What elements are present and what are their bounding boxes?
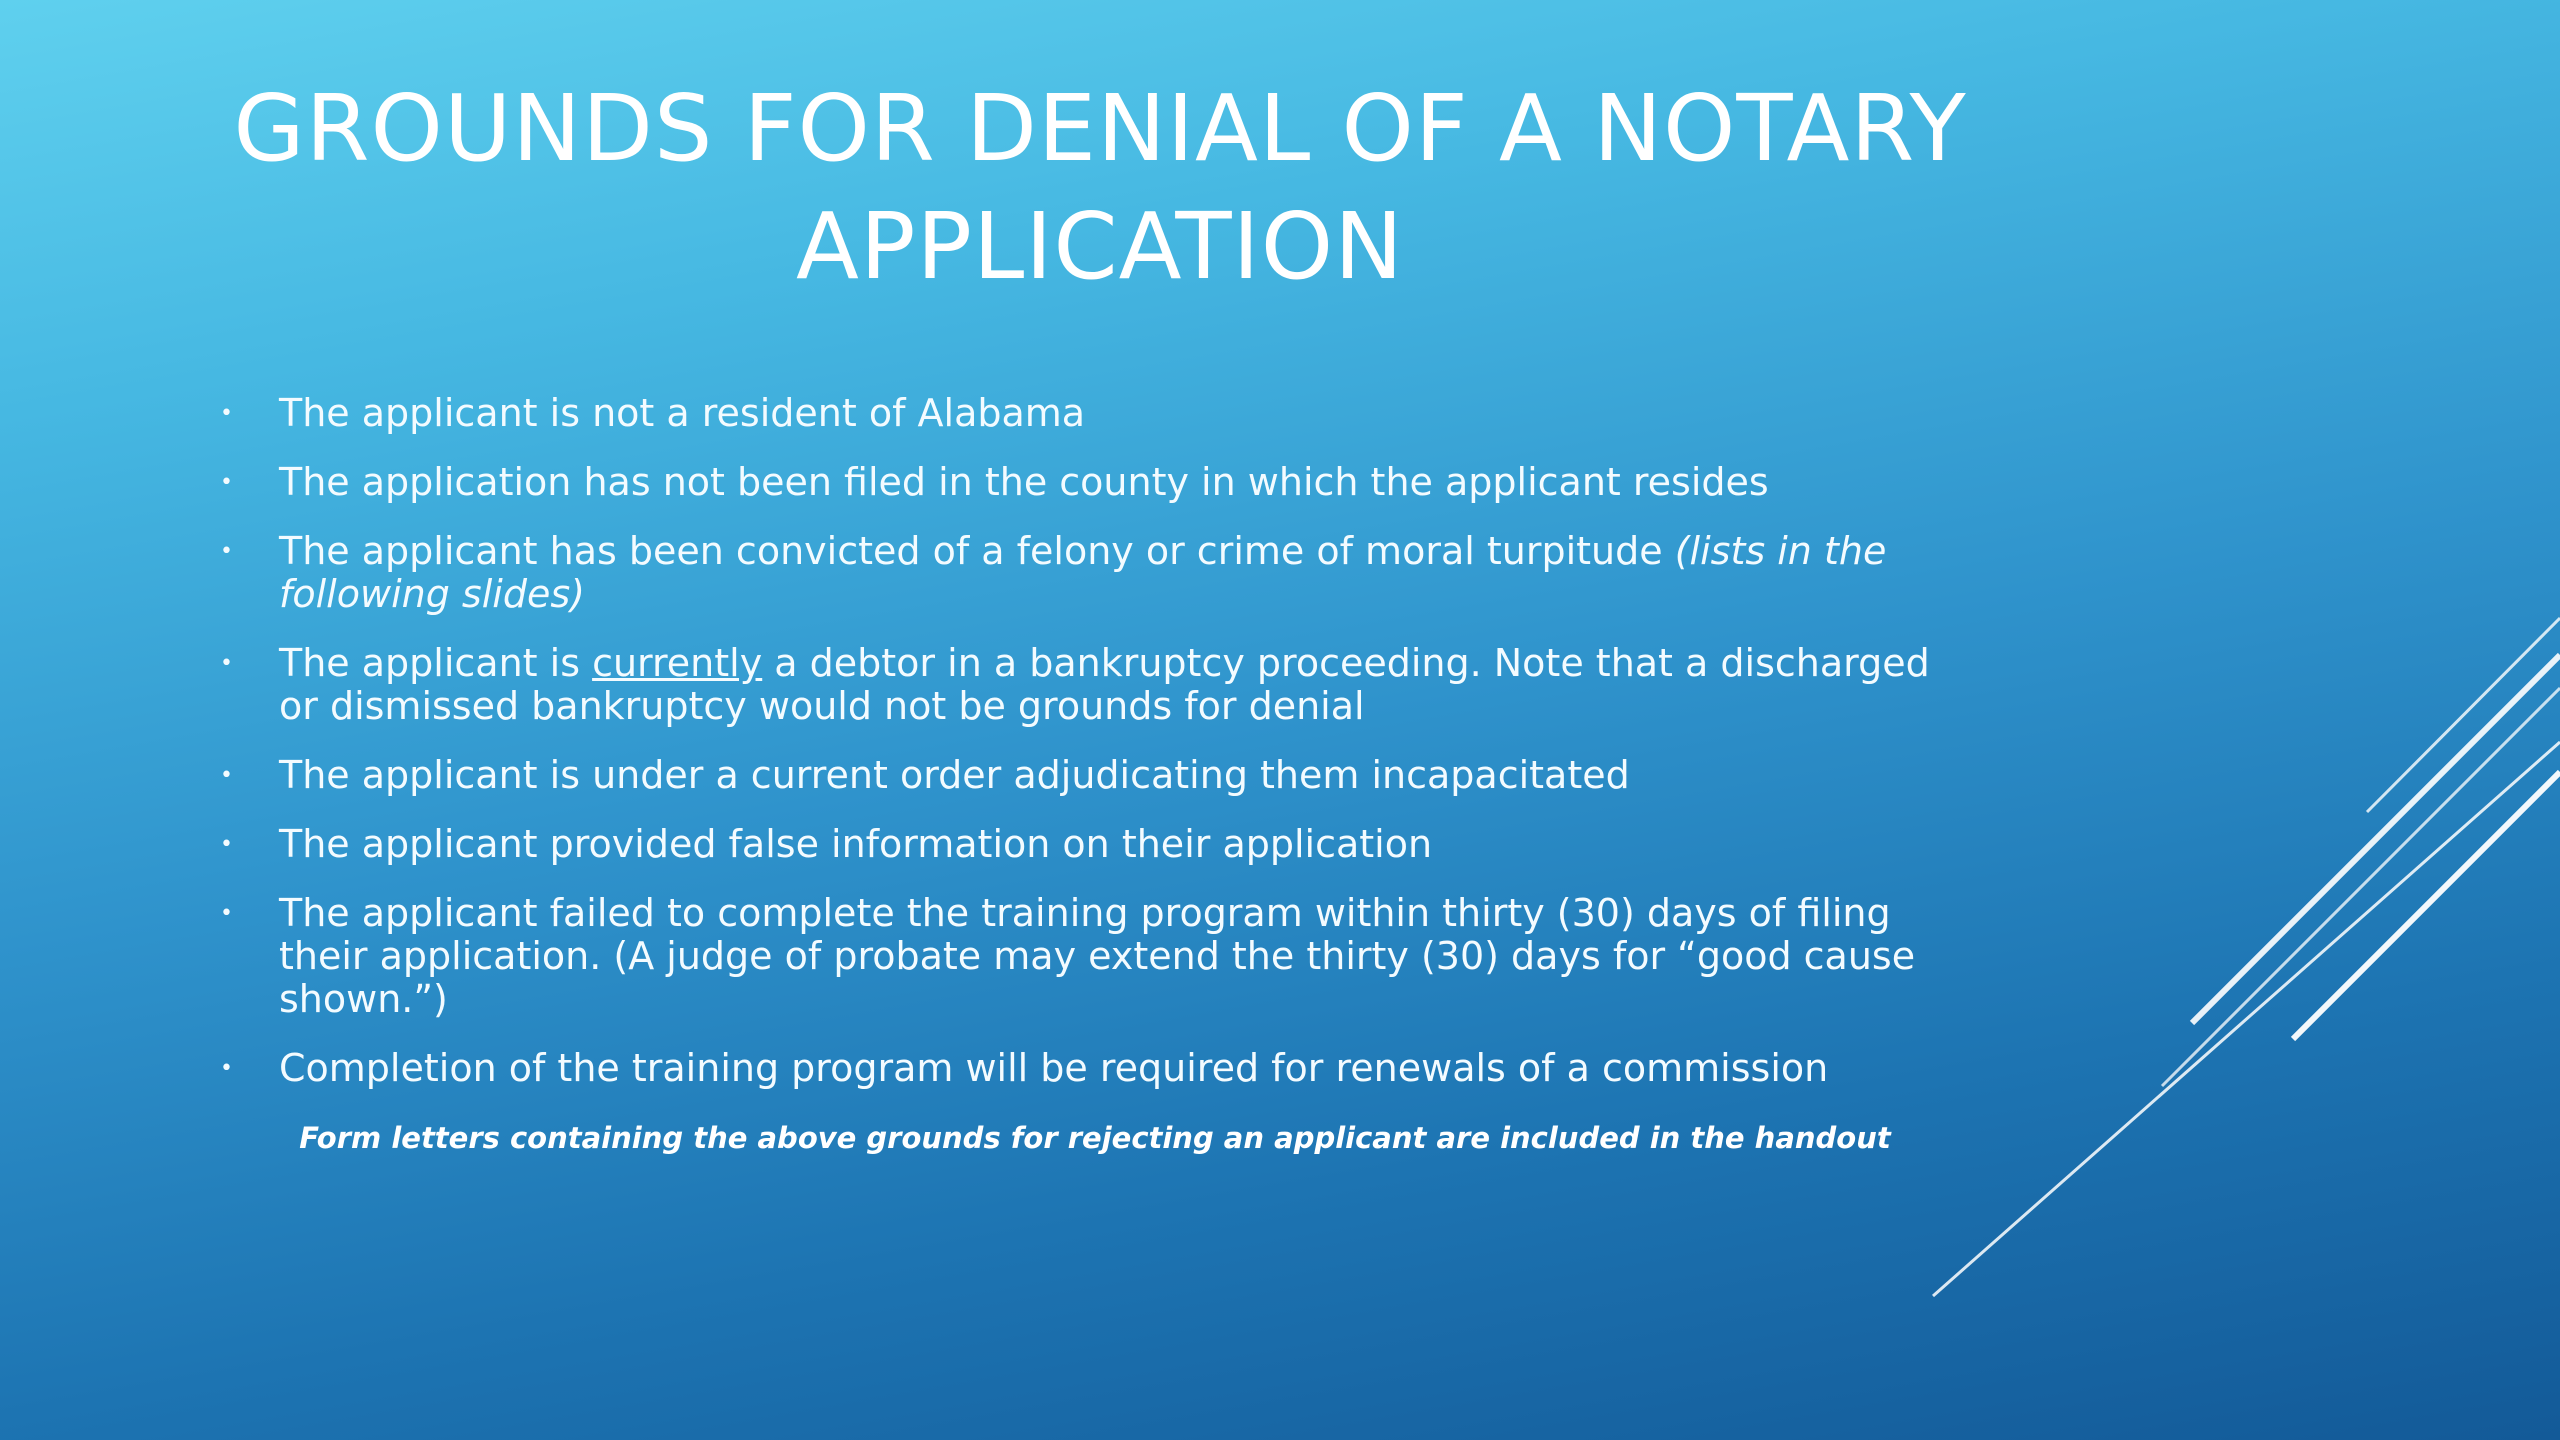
- bullet-text: The applicant provided false information on their application: [279, 822, 1433, 866]
- bullet-dot-icon: •: [220, 401, 233, 426]
- bullet-text: The applicant failed to complete the training program within thirty (30) days of filing their application. (A judge of probate may extend the thirty (30) days for “good cause shown.”): [279, 891, 1916, 1021]
- bullet-dot-icon: •: [220, 763, 233, 788]
- bullet-text: Completion of the training program will be required for renewals of a commission: [279, 1046, 1829, 1090]
- bullet-dot-icon: •: [220, 539, 233, 564]
- decor-line-lower: [2293, 772, 2560, 1039]
- bullet-item: [215, 392, 1975, 435]
- slide-title: [220, 70, 1980, 306]
- bullet-item: [215, 1047, 1975, 1090]
- bullet-dot-icon: •: [220, 1056, 233, 1081]
- bullet-underlined-word: currently: [592, 641, 763, 685]
- slide-title-line-1: GROUNDS FOR DENIAL OF A NOTARY: [233, 75, 1967, 182]
- bullet-text-before: The applicant is: [279, 641, 593, 685]
- bullet-item: [215, 892, 1975, 1021]
- bullet-text: The applicant has been convicted of a felony or crime of moral turpitude: [279, 529, 1675, 573]
- bullet-item: [215, 642, 1975, 728]
- bullet-list: [215, 392, 1975, 1116]
- handout-footnote: Form letters containing the above grounds for rejecting an applicant are included in the handout: [299, 1121, 1891, 1155]
- bullet-italic-note: (lists in the following slides): [279, 529, 1887, 616]
- bullet-dot-icon: •: [220, 901, 233, 926]
- bullet-item: [215, 530, 1975, 616]
- bullet-dot-icon: •: [220, 651, 233, 676]
- decor-line-thick: [2192, 655, 2560, 1023]
- decor-line-thin: [2162, 688, 2560, 1086]
- bullet-dot-icon: •: [220, 470, 233, 495]
- bullet-text: The applicant is under a current order adjudicating them incapacitated: [279, 753, 1630, 797]
- bullet-text: The application has not been filed in the county in which the applicant resides: [279, 460, 1769, 504]
- bullet-text: The applicant is not a resident of Alabama: [279, 391, 1086, 435]
- bullet-item: [215, 461, 1975, 504]
- bullet-item: [215, 823, 1975, 866]
- bullet-item: [215, 754, 1975, 797]
- decor-line-upper: [2367, 618, 2560, 812]
- bullet-dot-icon: •: [220, 832, 233, 857]
- bullet-text-after: a debtor in a bankruptcy proceeding. Note that a discharged or dismissed bankruptcy would not be grounds for denial: [279, 641, 1930, 728]
- decor-line-long: [1933, 742, 2560, 1296]
- slide-title-line-2: APPLICATION: [796, 193, 1404, 300]
